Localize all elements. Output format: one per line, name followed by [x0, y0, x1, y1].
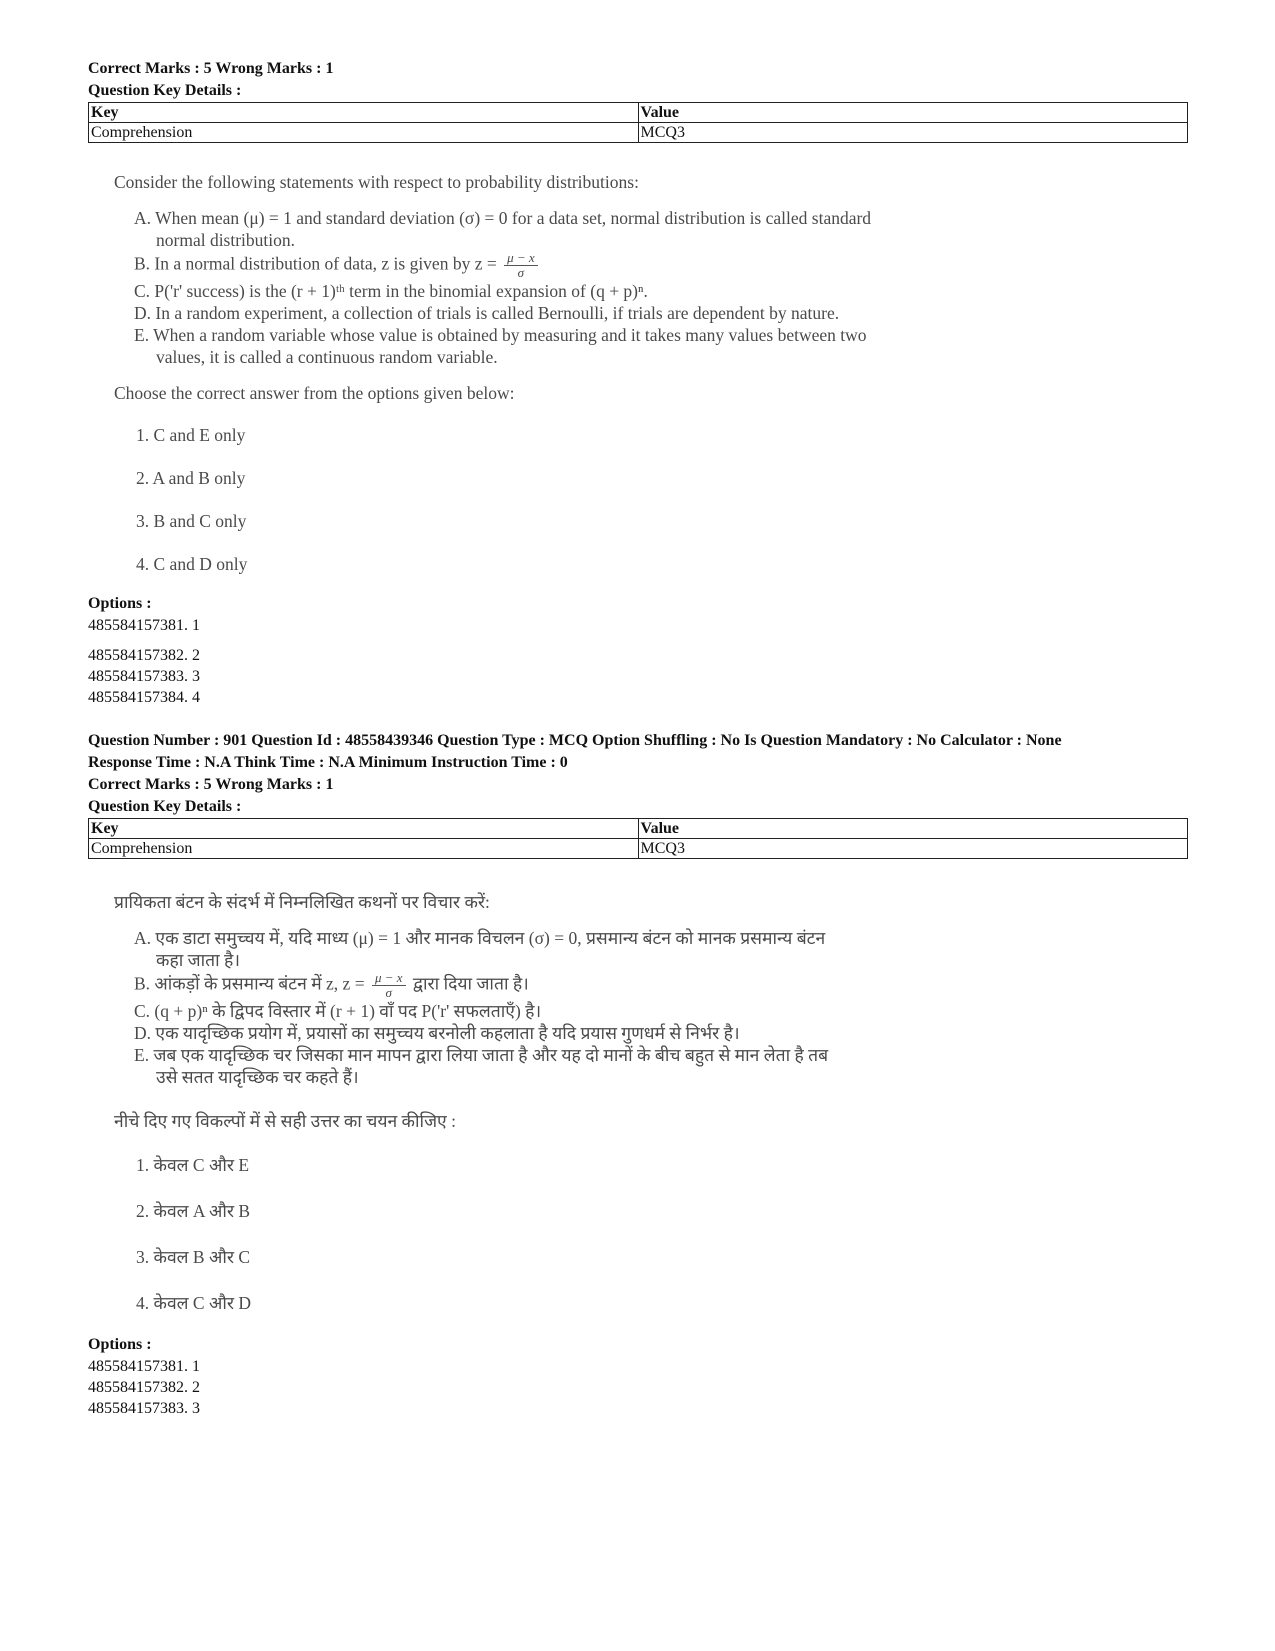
- q1-z-fraction: [504, 251, 538, 280]
- q1-choice-2: 2. A and B only: [136, 468, 246, 488]
- q2-z-denominator: σ: [385, 985, 392, 1000]
- q2-statement-c: C. (q + p)ⁿ के द्विपद विस्तार में (r + 1) वाँ पद P('r' सफलताएँ) है।: [134, 1001, 542, 1021]
- q2-option-2: 485584157382. 2: [88, 1379, 200, 1396]
- q2-key-cell: Comprehension: [89, 839, 639, 859]
- q1-statement-a-line2: normal distribution.: [156, 230, 296, 250]
- q1-choice-3: 3. B and C only: [136, 511, 247, 531]
- q2-key-header: Key: [89, 819, 639, 839]
- q1-statement-c: C. P('r' success) is the (r + 1)ᵗʰ term in the binomial expansion of (q + p)ⁿ.: [134, 281, 648, 301]
- q1-question-image: [88, 171, 1188, 575]
- q2-option-1: 485584157381. 1: [88, 1358, 200, 1375]
- q2-statement-e-line2: उसे सतत यादृच्छिक चर कहते हैं।: [156, 1067, 359, 1087]
- q1-choice-4: 4. C and D only: [136, 554, 248, 574]
- q1-option-1: 485584157381. 1: [88, 617, 200, 634]
- q1-statements: [134, 207, 1188, 368]
- q2-statement-b-tail: द्वारा दिया जाता है।: [412, 973, 529, 994]
- q1-option-4: 485584157384. 4: [88, 689, 200, 706]
- q2-question-image: [88, 891, 1188, 1314]
- q2-statements: [134, 927, 1188, 1088]
- q1-statement-a-line1: A. When mean (μ) = 1 and standard deviation (σ) = 0 for a data set, normal distribution is called standard: [134, 208, 872, 228]
- q2-key-table: [88, 818, 1188, 859]
- q2-value-header: Value: [638, 819, 1188, 839]
- q2-statement-d: D. एक यादृच्छिक प्रयोग में, प्रयासों का समुच्चय बरनोली कहलाता है यदि प्रयास गुणधर्म से निर्भर है।: [134, 1023, 740, 1043]
- q1-statement-b-text: B. In a normal distribution of data, z is given by z =: [134, 253, 497, 274]
- q2-stem: प्रायिकता बंटन के संदर्भ में निम्नलिखित कथनों पर विचार करें:: [114, 892, 490, 912]
- q1-key-header: Key: [89, 103, 639, 123]
- q2-statement-e-line1: E. जब एक यादृच्छिक चर जिसका मान मापन द्वारा लिया जाता है और यह दो मानों के बीच बहुत से मान लेता है तब: [134, 1045, 829, 1065]
- q1-value-header: Value: [638, 103, 1188, 123]
- q2-z-fraction: [372, 971, 406, 1000]
- q1-z-numerator: μ − x: [504, 251, 538, 266]
- q1-key-details-label: Question Key Details :: [88, 82, 242, 99]
- q2-choice-2: 2. केवल A और B: [136, 1201, 251, 1221]
- q2-marks: Correct Marks : 5 Wrong Marks : 1: [88, 776, 334, 793]
- q1-z-denominator: σ: [517, 265, 525, 280]
- exam-page: [88, 58, 1188, 1419]
- q2-option-3: 485584157383. 3: [88, 1400, 200, 1417]
- q1-key-cell: Comprehension: [89, 123, 639, 143]
- q2-choose-instruction: नीचे दिए गए विकल्पों में से सही उत्तर का चयन कीजिए :: [114, 1111, 456, 1131]
- q1-option-3: 485584157383. 3: [88, 668, 200, 685]
- q1-value-cell: MCQ3: [638, 123, 1188, 143]
- q2-statement-b: [134, 971, 1188, 1000]
- q1-option-2: 485584157382. 2: [88, 647, 200, 664]
- q1-choose-instruction: Choose the correct answer from the options given below:: [114, 383, 515, 403]
- q1-key-table: [88, 102, 1188, 143]
- q2-z-numerator: μ − x: [372, 971, 406, 986]
- q2-time-info: Response Time : N.A Think Time : N.A Minimum Instruction Time : 0: [88, 754, 568, 771]
- q2-choice-3: 3. केवल B और C: [136, 1247, 251, 1267]
- q2-statement-a-line1: A. एक डाटा समुच्चय में, यदि माध्य (μ) = 1 और मानक विचलन (σ) = 0, प्रसमान्य बंटन को मानक प्रसमान्य बंटन: [134, 928, 826, 948]
- q2-statement-e: [134, 1044, 1188, 1088]
- q2-key-details-label: Question Key Details :: [88, 798, 242, 815]
- q1-marks: Correct Marks : 5 Wrong Marks : 1: [88, 60, 334, 77]
- q2-statement-a-line2: कहा जाता है।: [156, 950, 240, 970]
- q1-statement-e-line2: values, it is called a continuous random variable.: [156, 347, 498, 367]
- q1-choice-1: 1. C and E only: [136, 425, 246, 445]
- q1-options-label: Options :: [88, 595, 152, 612]
- q1-statement-d: D. In a random experiment, a collection of trials is called Bernoulli, if trials are dependent by nature.: [134, 303, 840, 323]
- q1-statement-e-line1: E. When a random variable whose value is obtained by measuring and it takes many values between two: [134, 325, 867, 345]
- q1-stem: Consider the following statements with respect to probability distributions:: [114, 172, 639, 192]
- q1-statement-b: [134, 251, 1188, 280]
- q2-question-info: Question Number : 901 Question Id : 48558439346 Question Type : MCQ Option Shuffling : No Is Question Mandatory : No Calculator : None: [88, 732, 1062, 749]
- q2-statement-b-text: B. आंकड़ों के प्रसमान्य बंटन में z, z =: [134, 973, 365, 994]
- q2-choice-1: 1. केवल C और E: [136, 1155, 250, 1175]
- q2-options-label: Options :: [88, 1336, 152, 1353]
- q1-statement-a: [134, 207, 1188, 251]
- q2-choice-4: 4. केवल C और D: [136, 1293, 252, 1313]
- q2-value-cell: MCQ3: [638, 839, 1188, 859]
- q1-statement-e: [134, 324, 1188, 368]
- q2-statement-a: [134, 927, 1188, 971]
